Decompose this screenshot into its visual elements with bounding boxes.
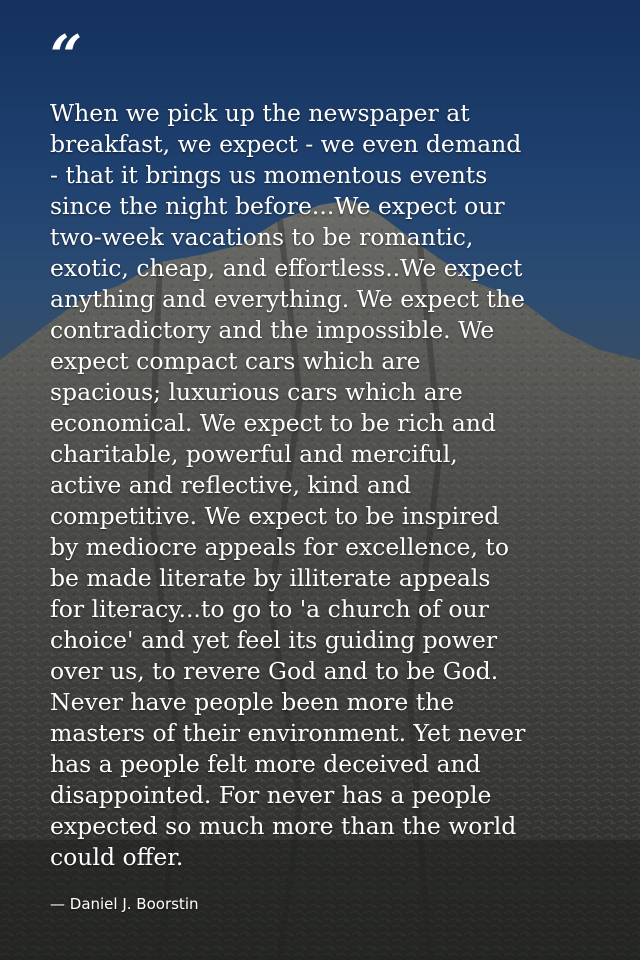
quote-text: When we pick up the newspaper at breakfast, we expect - we even demand - that it brings us momentous events since the night before...We expect our two-week vacations to be romantic, exotic, cheap, and effortless..We expect anything and everything. We expect the contradictory and the impossible. We expect compact cars which are spacious; luxurious cars which are economical. We expect to be rich and charitable, powerful and merciful, active and reflective, kind and competitive. We expect to be inspired by mediocre appeals for excellence, to be made literate by illiterate appeals for literacy...to go to 'a church of our choice' and yet feel its guiding power over us, to revere God and to be God. Never have people been more the masters of their environment. Yet never has a people felt more deceived and disappointed. For never has a people expected so much more than the world could offer.	[50, 99, 526, 871]
quote-mark-icon: “	[50, 23, 83, 89]
quote-author: — Daniel J. Boorstin	[50, 895, 199, 913]
